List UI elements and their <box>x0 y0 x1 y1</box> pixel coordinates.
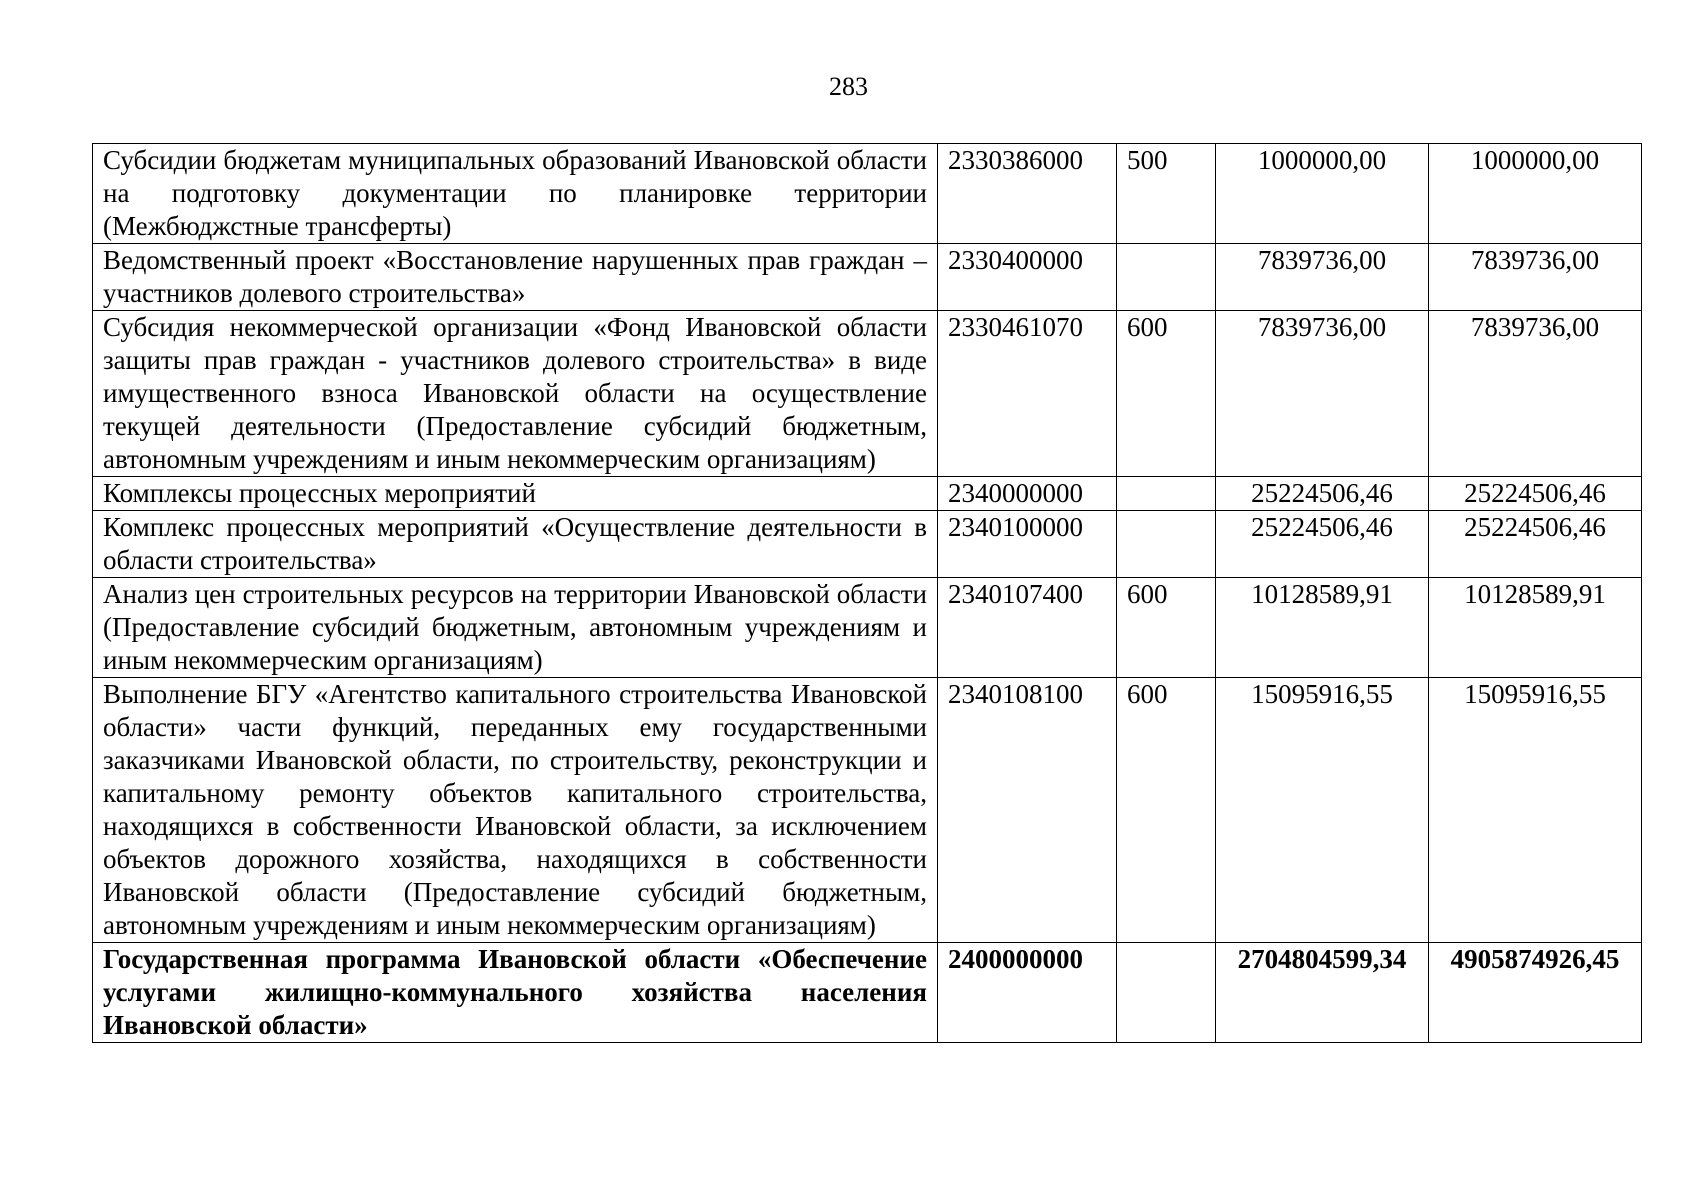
row-name: Выполнение БГУ «Агентство капитального строительства Ивановской области» части функций, переданных ему государственными заказчиками Ивановской области, по строительству, реконструкции и капитальному ремонту объектов капитального строительства, находящихся в собственности Ивановской области, за исключением объектов дорожного хозяйства, находящихся в собственности Ивановской области (Предоставление субсидий бюджетным, автономным учреждениям и иным некоммерческим организациям) <box>93 678 938 943</box>
row-name: Анализ цен строительных ресурсов на территории Ивановской области (Предоставление субсидий бюджетным, автономным учреждениям и иным некоммерческим организациям) <box>93 578 938 678</box>
row-code: 2330386000 <box>938 144 1117 244</box>
table-row <box>93 311 1642 477</box>
row-amount-2: 25224506,46 <box>1429 511 1642 578</box>
row-name: Субсидии бюджетам муниципальных образований Ивановской области на подготовку документации по планировке территории (Межбюджстные трансферты) <box>93 144 938 244</box>
row-expense-type <box>1117 477 1216 511</box>
table-row <box>93 578 1642 678</box>
row-amount-2: 25224506,46 <box>1429 477 1642 511</box>
row-code: 2330400000 <box>938 244 1117 311</box>
page-number: 283 <box>829 72 868 101</box>
row-amount-2: 7839736,00 <box>1429 311 1642 477</box>
row-code: 2400000000 <box>938 943 1117 1043</box>
row-amount-1: 1000000,00 <box>1216 144 1429 244</box>
table-row <box>93 678 1642 943</box>
row-name: Субсидия некоммерческой организации «Фонд Ивановской области защиты прав граждан - участников долевого строительства» в виде имущественного взноса Ивановской области на осуществление текущей деятельности (Предоставление субсидий бюджетным, автономным учреждениям и иным некоммерческим организациям) <box>93 311 938 477</box>
row-amount-2: 10128589,91 <box>1429 578 1642 678</box>
row-expense-type: 600 <box>1117 578 1216 678</box>
row-code: 2340000000 <box>938 477 1117 511</box>
table-row-total <box>93 943 1642 1043</box>
row-amount-1: 7839736,00 <box>1216 244 1429 311</box>
row-name: Государственная программа Ивановской области «Обеспечение услугами жилищно-коммунального хозяйства населения Ивановской области» <box>93 943 938 1043</box>
row-name: Ведомственный проект «Восстановление нарушенных прав граждан – участников долевого строительства» <box>93 244 938 311</box>
row-expense-type <box>1117 511 1216 578</box>
row-amount-1: 15095916,55 <box>1216 678 1429 943</box>
table-row <box>93 477 1642 511</box>
row-code: 2340100000 <box>938 511 1117 578</box>
row-code: 2330461070 <box>938 311 1117 477</box>
row-amount-1: 2704804599,34 <box>1216 943 1429 1043</box>
row-expense-type <box>1117 943 1216 1043</box>
row-name: Комплексы процессных мероприятий <box>93 477 938 511</box>
row-expense-type <box>1117 244 1216 311</box>
row-code: 2340107400 <box>938 578 1117 678</box>
row-expense-type: 600 <box>1117 678 1216 943</box>
row-code: 2340108100 <box>938 678 1117 943</box>
row-amount-1: 25224506,46 <box>1216 511 1429 578</box>
row-amount-2: 1000000,00 <box>1429 144 1642 244</box>
row-amount-1: 7839736,00 <box>1216 311 1429 477</box>
table-row <box>93 144 1642 244</box>
row-amount-2: 7839736,00 <box>1429 244 1642 311</box>
table-row <box>93 244 1642 311</box>
row-expense-type: 600 <box>1117 311 1216 477</box>
row-expense-type: 500 <box>1117 144 1216 244</box>
row-amount-2: 4905874926,45 <box>1429 943 1642 1043</box>
row-name: Комплекс процессных мероприятий «Осуществление деятельности в области строительства» <box>93 511 938 578</box>
row-amount-1: 25224506,46 <box>1216 477 1429 511</box>
row-amount-2: 15095916,55 <box>1429 678 1642 943</box>
row-amount-1: 10128589,91 <box>1216 578 1429 678</box>
budget-table <box>92 143 1642 1043</box>
table-row <box>93 511 1642 578</box>
